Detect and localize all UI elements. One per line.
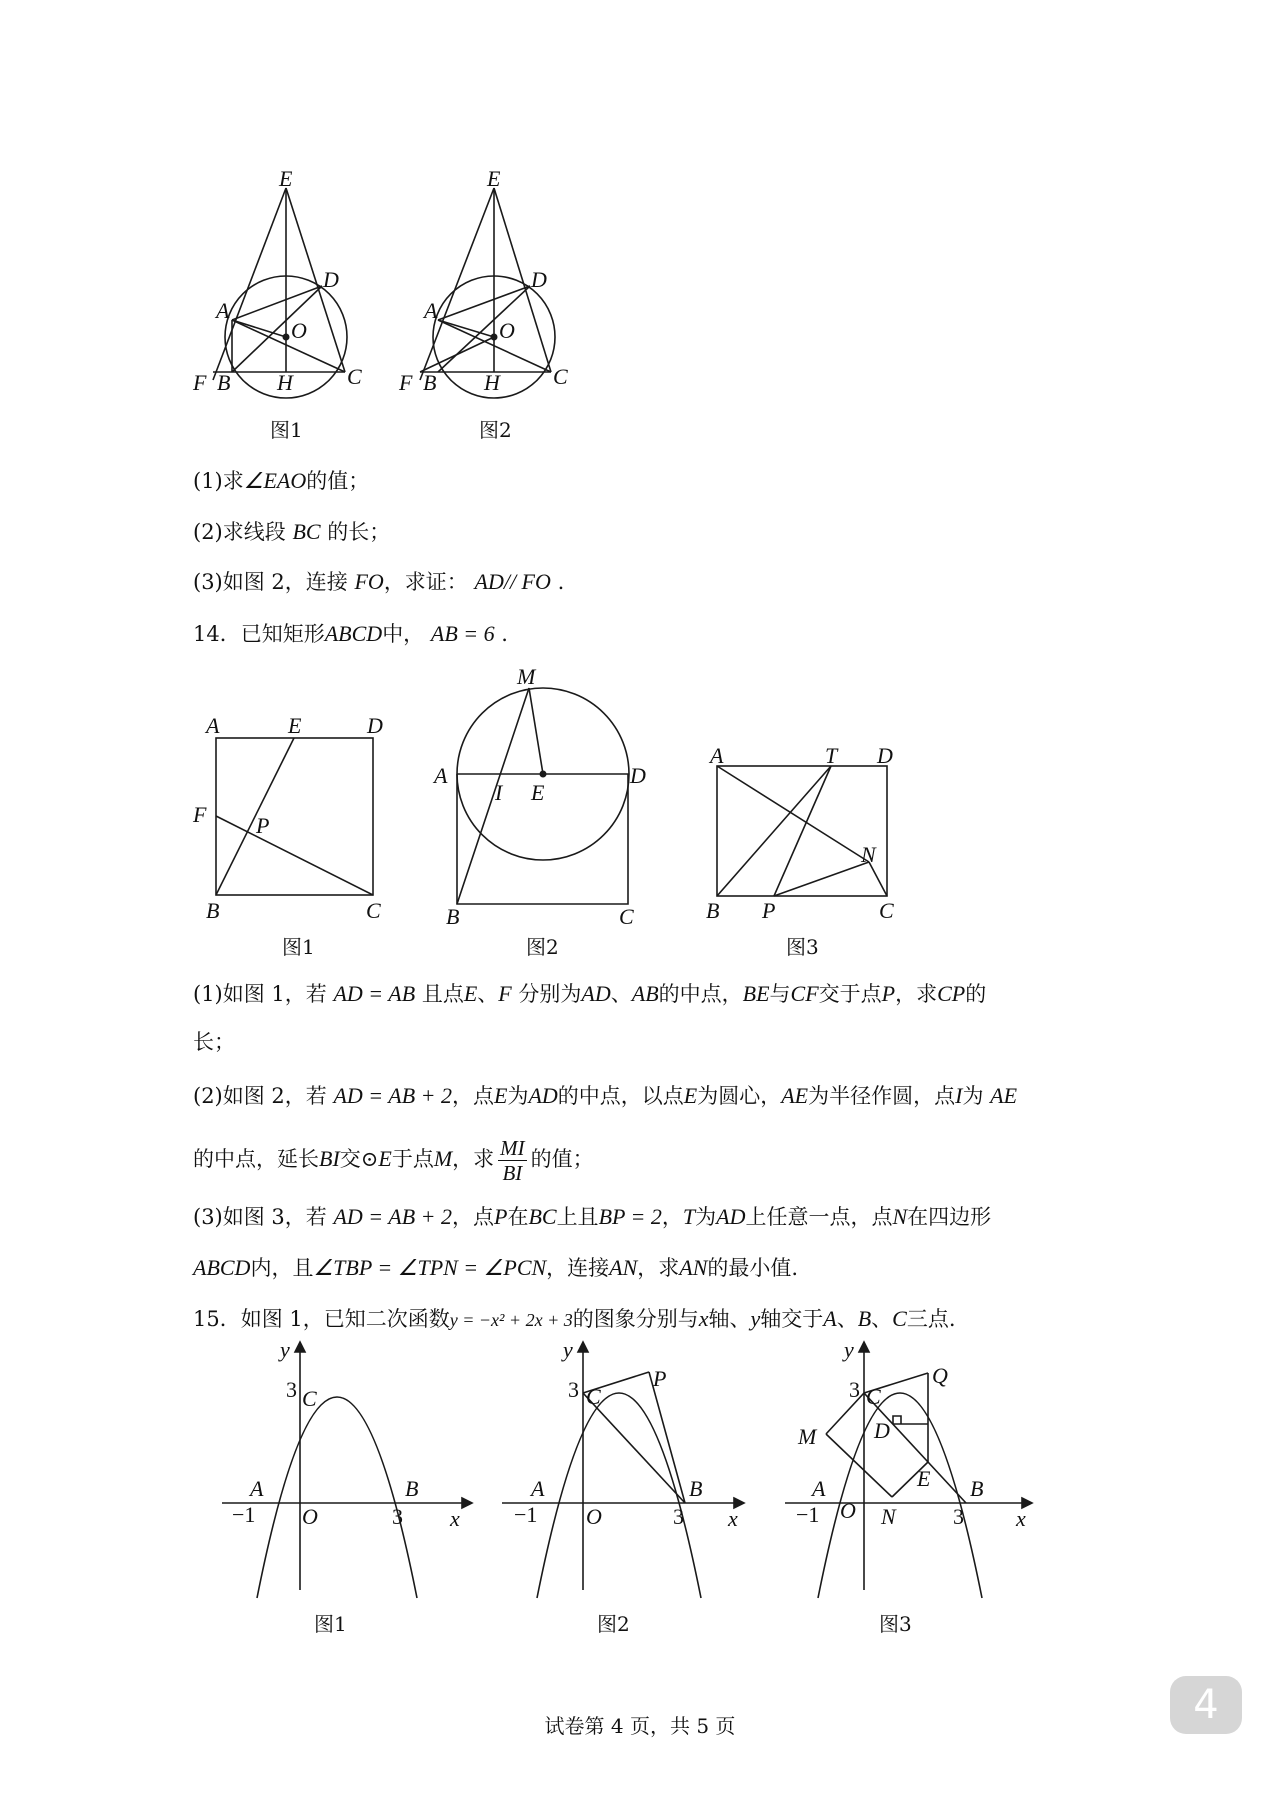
label-d: D (874, 1418, 890, 1443)
math: AB = 6 (430, 621, 495, 646)
tick-y3: 3 (849, 1377, 860, 1402)
fraction-mi-bi (498, 1136, 527, 1185)
label-h: H (277, 370, 293, 395)
text: 三点. (906, 1307, 956, 1331)
text: 上任意一点，点 (745, 1205, 893, 1229)
q14-part-2-cont (193, 1131, 594, 1187)
label-p: P (256, 813, 270, 838)
q14-figure-1 (190, 700, 395, 925)
origin-label: O (840, 1498, 856, 1523)
math: FO (354, 569, 384, 594)
label-c: C (879, 898, 894, 923)
label-p: P (762, 898, 776, 923)
math: C (892, 1306, 907, 1331)
q14-fig1-caption: 图1 (282, 935, 315, 959)
text: 、 (477, 982, 499, 1006)
text: 内，且 (250, 1256, 314, 1280)
label-c: C (866, 1384, 881, 1409)
center-dot (491, 334, 498, 341)
math: E (683, 1083, 698, 1108)
text: 、 (871, 1307, 893, 1331)
label-a: A (424, 298, 438, 323)
text: 的值； (306, 469, 370, 493)
tick-3: 3 (953, 1504, 964, 1529)
q14-part-1-cont: 长； (193, 1030, 235, 1054)
math: y (750, 1306, 761, 1331)
page-number-badge[interactable]: 4 (1170, 1676, 1242, 1734)
math: P (493, 1204, 508, 1229)
text: 轴、 (708, 1307, 751, 1331)
q13-part-3 (193, 567, 564, 597)
q15-figure-1 (215, 1338, 475, 1600)
text: 交于点 (818, 982, 882, 1006)
label-p: P (653, 1366, 667, 1391)
text: 的值； (530, 1147, 594, 1171)
math: CP (937, 981, 966, 1006)
math: AN (679, 1255, 708, 1280)
label-a: A (531, 1476, 545, 1501)
q15-fig3-caption: 图3 (879, 1612, 912, 1636)
label-i: I (495, 780, 503, 805)
math: BI (319, 1146, 340, 1171)
text: 、 (836, 1307, 858, 1331)
math: E (463, 981, 478, 1006)
text: (3)如图 2，连接 (193, 570, 348, 594)
math: ABCD (324, 621, 383, 646)
math: B (857, 1306, 872, 1331)
math: T (682, 1204, 696, 1229)
math: y = −x² + 2x + 3 (449, 1310, 573, 1330)
x-label: x (450, 1506, 460, 1531)
q13-figure-1 (190, 165, 370, 405)
text: 与 (769, 982, 791, 1006)
q14-fig2-caption: 图2 (526, 935, 559, 959)
numerator: MI (500, 1136, 525, 1160)
origin-label: O (586, 1504, 602, 1529)
label-m: M (517, 664, 536, 689)
label-h: H (484, 370, 500, 395)
text: 上且 (556, 1205, 599, 1229)
label-t: T (825, 743, 838, 768)
math: AE (990, 1083, 1018, 1108)
q15-fig1-caption: 图1 (314, 1612, 347, 1636)
q14-figure-3 (700, 735, 915, 925)
math: P (881, 981, 896, 1006)
tick-neg1: −1 (232, 1502, 256, 1527)
text: 的长； (327, 520, 391, 544)
label-q: Q (932, 1363, 948, 1388)
label-e: E (531, 780, 545, 805)
text: 为半径作圆，点 (808, 1084, 956, 1108)
label-c: C (302, 1386, 317, 1411)
text: 在 (507, 1205, 529, 1229)
math: BE (742, 981, 770, 1006)
text: 的 (965, 982, 987, 1006)
page-footer: 试卷第 4 页，共 5 页 (544, 1714, 736, 1738)
math: F (498, 981, 512, 1006)
q14-figure-2 (430, 665, 650, 930)
math: BC (528, 1204, 557, 1229)
origin-label: O (302, 1504, 318, 1529)
math: AB (631, 981, 659, 1006)
label-e: E (917, 1466, 931, 1491)
math: BP = 2 (598, 1204, 662, 1229)
math: x (698, 1306, 709, 1331)
q14-part-1 (193, 979, 986, 1009)
label-e: E (288, 713, 302, 738)
label-c: C (347, 364, 362, 389)
parabola (257, 1397, 417, 1598)
text: 的图象分别与 (572, 1307, 699, 1331)
math: AD// FO (474, 569, 551, 594)
label-b: B (405, 1476, 419, 1501)
label-c: C (553, 364, 568, 389)
text: (2)求线段 (193, 520, 286, 544)
text: 中， (382, 622, 425, 646)
text: . (557, 570, 565, 594)
math: AD (528, 1083, 558, 1108)
text: 于点 (391, 1147, 434, 1171)
text: 为 (507, 1084, 529, 1108)
q14-part-3-cont (193, 1253, 798, 1283)
tick-3: 3 (392, 1504, 403, 1529)
text: 在四边形 (907, 1205, 992, 1229)
label-d: D (323, 267, 339, 292)
q14-part-2 (193, 1081, 1017, 1111)
q13-part-1 (193, 466, 369, 496)
y-label: y (563, 1337, 573, 1362)
text: ，点 (451, 1205, 494, 1229)
text: 14．已知矩形 (193, 622, 325, 646)
text: 为 (962, 1084, 984, 1108)
label-b: B (423, 370, 437, 395)
math: AE (781, 1083, 809, 1108)
text: ，求 (452, 1147, 495, 1171)
q15-stem (193, 1304, 956, 1335)
text: (2)如图 2，若 (193, 1084, 327, 1108)
parabola (537, 1393, 701, 1598)
label-b: B (206, 898, 220, 923)
center-dot (283, 334, 290, 341)
label-c: C (366, 898, 381, 923)
text: (1)求 (193, 469, 244, 493)
text: 、 (610, 982, 632, 1006)
math: BC (292, 519, 321, 544)
math: I (955, 1083, 963, 1108)
label-d: D (630, 763, 646, 788)
q14-part-3 (193, 1202, 991, 1232)
q15-figure-2 (495, 1338, 750, 1600)
text: 为 (695, 1205, 717, 1229)
math: ∠TBP = ∠TPN = ∠PCN (313, 1255, 547, 1280)
q13-fig1-caption: 图1 (270, 418, 303, 442)
q14-fig3-caption: 图3 (786, 935, 819, 959)
q13-figure-2 (395, 165, 575, 405)
math: M (433, 1146, 453, 1171)
text: 为圆心， (697, 1084, 782, 1108)
math: CF (790, 981, 819, 1006)
text: 的中点， (658, 982, 743, 1006)
label-o: O (499, 318, 515, 343)
q14-stem (193, 619, 508, 649)
text: ，连接 (546, 1256, 610, 1280)
tick-y3: 3 (568, 1377, 579, 1402)
label-b: B (446, 904, 460, 929)
label-f: F (399, 370, 413, 395)
math: A (823, 1306, 837, 1331)
label-b: B (689, 1476, 703, 1501)
math: AD = AB (333, 981, 416, 1006)
math: E (378, 1146, 392, 1171)
text: 轴交于 (760, 1307, 824, 1331)
label-m: M (798, 1424, 817, 1449)
text: ，点 (451, 1084, 494, 1108)
label-a: A (710, 743, 724, 768)
math: AN (609, 1255, 638, 1280)
y-label: y (844, 1337, 854, 1362)
label-d: D (367, 713, 383, 738)
math: ABCD (193, 1255, 251, 1280)
text: (1)如图 1，若 (193, 982, 327, 1006)
tick-3: 3 (673, 1504, 684, 1529)
label-n: N (881, 1504, 896, 1529)
y-label: y (280, 1337, 290, 1362)
label-b: B (706, 898, 720, 923)
label-c: C (586, 1384, 601, 1409)
math: ∠EAO (243, 468, 307, 493)
text: 的中点，延长 (193, 1147, 319, 1171)
label-n: N (861, 842, 876, 867)
text: ，求证： (383, 570, 468, 594)
label-b: B (217, 370, 231, 395)
math: N (892, 1204, 908, 1229)
math: AD (581, 981, 611, 1006)
label-d: D (531, 267, 547, 292)
center-dot (540, 771, 547, 778)
denominator: BI (502, 1161, 523, 1185)
math: E (493, 1083, 508, 1108)
label-e: E (487, 166, 501, 191)
q15-fig2-caption: 图2 (597, 1612, 630, 1636)
tick-neg1: −1 (514, 1502, 538, 1527)
text: 的中点，以点 (557, 1084, 684, 1108)
text: 交⊙ (339, 1147, 379, 1171)
math: AD = AB + 2 (333, 1083, 452, 1108)
text: ，求 (895, 982, 938, 1006)
q13-part-2 (193, 517, 390, 547)
label-e: E (279, 166, 293, 191)
label-d: D (877, 743, 893, 768)
x-label: x (728, 1506, 738, 1531)
text: (3)如图 3，若 (193, 1205, 327, 1229)
tick-neg1: −1 (796, 1502, 820, 1527)
label-f: F (193, 802, 207, 827)
text: 分别为 (518, 982, 582, 1006)
q13-fig2-caption: 图2 (479, 418, 512, 442)
label-a: A (216, 298, 230, 323)
text: 15．如图 1，已知二次函数 (193, 1307, 450, 1331)
text: ， (661, 1205, 683, 1229)
label-a: A (434, 763, 448, 788)
math: AD = AB + 2 (333, 1204, 452, 1229)
text: ，求 (637, 1256, 680, 1280)
tick-y3: 3 (286, 1377, 297, 1402)
text: 且点 (421, 982, 464, 1006)
q15-figure-3 (778, 1338, 1040, 1600)
text: 的最小值. (707, 1256, 799, 1280)
label-o: O (291, 318, 307, 343)
math: AD (716, 1204, 746, 1229)
text: . (501, 622, 508, 646)
label-f: F (193, 370, 207, 395)
label-a: A (206, 713, 220, 738)
label-b: B (970, 1476, 984, 1501)
x-label: x (1016, 1506, 1026, 1531)
label-a: A (812, 1476, 826, 1501)
label-c: C (619, 904, 634, 929)
label-a: A (250, 1476, 264, 1501)
